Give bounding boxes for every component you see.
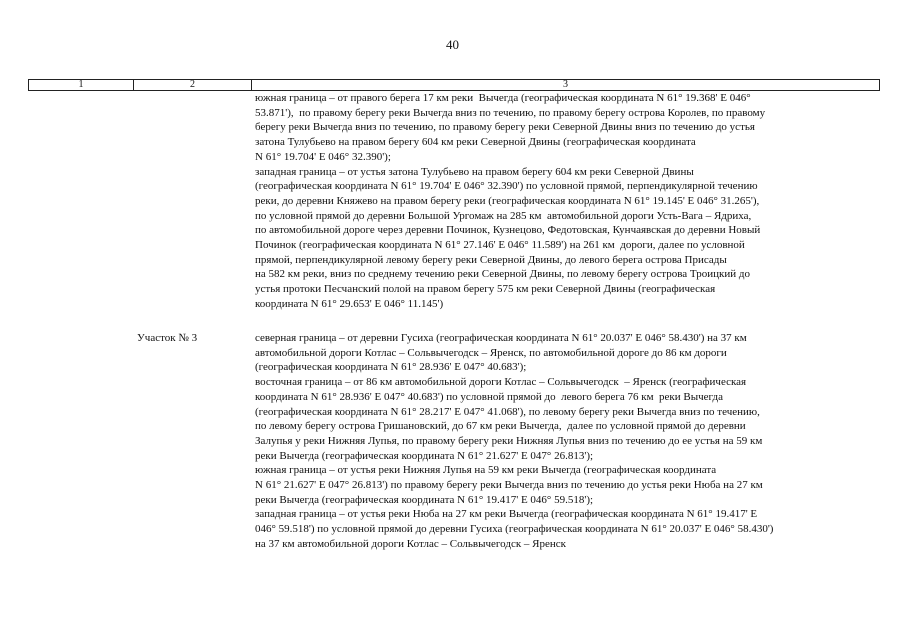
text-line: координата N 61° 29.653' E 046° 11.145')	[255, 297, 444, 310]
text-line: реки Вычегда (географическая координата N 61° 21.627' E 047° 26.813');	[255, 449, 594, 462]
column-header-3: 3	[563, 79, 568, 90]
text-line: реки Вычегда (географическая координата N 61° 19.417' E 046° 59.518');	[255, 493, 594, 506]
text-line: координата N 61° 28.936' E 047° 40.683') по условной прямой до левого берега 76 км реки Вычегда	[255, 390, 723, 403]
text-line: N 61° 19.704' E 046° 32.390');	[255, 150, 391, 163]
text-line: автомобильной дороги Котлас – Сольвычегодск – Яренск, по автомобильной дороге до 86 км дороги	[255, 346, 727, 359]
text-line: устья протоки Песчанский полой на правом берегу 575 км реки Северной Двины (географическая	[255, 283, 716, 296]
text-line: западная граница – от устья реки Нюба на 27 км реки Вычегда (географическая координата N 61° 19.417' E	[255, 508, 758, 521]
text-line: по автомобильной дороге через деревни Починок, Кузнецово, Федотовская, Кунчаявская до деревни Новый	[255, 224, 761, 237]
text-line: западная граница – от устья затона Тулубьево на правом берегу 604 км реки Северной Двины	[255, 165, 694, 178]
text-line: 53.871'), по правому берегу реки Вычегда вниз по течению, по правому берегу острова Королев, по правому	[255, 106, 766, 119]
text-line: прямой, перпендикулярной левому берегу реки Северной Двины, до левого берега острова Присады	[255, 253, 727, 266]
column-header-2: 2	[134, 80, 252, 90]
text-line: по левому берегу острова Гришановский, до 67 км реки Вычегда, далее по условной прямой до деревни	[255, 420, 746, 433]
boundary-description-block-1	[255, 91, 867, 312]
boundary-description-block-2	[255, 331, 867, 552]
text-line: берегу реки Вычегда вниз по течению, по правому берегу реки Северной Двины вниз по течению до устья	[255, 121, 755, 134]
text-line: N 61° 21.627' E 047° 26.813') по правому берегу реки Вычегда вниз по течению до устья реки Нюба на 27 км	[255, 479, 763, 492]
text-line: (географическая координата N 61° 19.704' E 046° 32.390') по условной прямой, перпендикулярной течению	[255, 180, 758, 193]
text-line: на 37 км автомобильной дороги Котлас – Сольвычегодск – Яренск	[255, 537, 567, 550]
text-line: Починок (географическая координата N 61° 27.146' E 046° 11.589') на 261 км дороги, далее по условной	[255, 239, 745, 252]
text-line: (географическая координата N 61° 28.217' E 047° 41.068'), по левому берегу реки Вычегда вниз по течению,	[255, 405, 760, 418]
text-line: Залупья у реки Нижняя Лупья, по правому берегу реки Нижняя Лупья вниз по течению до ее устья на 59 км	[255, 434, 763, 447]
table-header-row	[28, 79, 880, 91]
text-line: реки, до деревни Княжево на правом берегу реки (географическая координата N 61° 19.145' E 046° 31.265'),	[255, 194, 760, 207]
section-label: Участок № 3	[137, 332, 198, 344]
column-header-1: 1	[29, 80, 134, 90]
text-line: затона Тулубьево на правом берегу 604 км реки Северной Двины (географическая координата	[255, 136, 696, 149]
text-line: 046° 59.518') по условной прямой до деревни Гусиха (географическая координата N 61° 20.037' E 046° 58.430')	[255, 523, 774, 536]
text-line: восточная граница – от 86 км автомобильной дороги Котлас – Сольвычегодск – Яренск (географическая	[255, 376, 747, 389]
text-line: южная граница – от правого берега 17 км реки Вычегда (географическая координата N 61° 19.368' E 046°	[255, 92, 751, 104]
text-line: на 582 км реки, вниз по среднему течению реки Северной Двины, по левому берегу острова Троицкий до	[255, 268, 750, 281]
text-line: по условной прямой до деревни Большой Ургомаж на 285 км автомобильной дороги Усть-Вага – Ядриха,	[255, 209, 752, 222]
text-line: (географическая координата N 61° 28.936' E 047° 40.683');	[255, 361, 527, 374]
text-line: южная граница – от устья реки Нижняя Лупья на 59 км реки Вычегда (географическая координата	[255, 464, 717, 477]
page-number: 40	[446, 37, 459, 52]
text-line: северная граница – от деревни Гусиха (географическая координата N 61° 20.037' E 046° 58.430') на 37 км	[255, 332, 747, 344]
